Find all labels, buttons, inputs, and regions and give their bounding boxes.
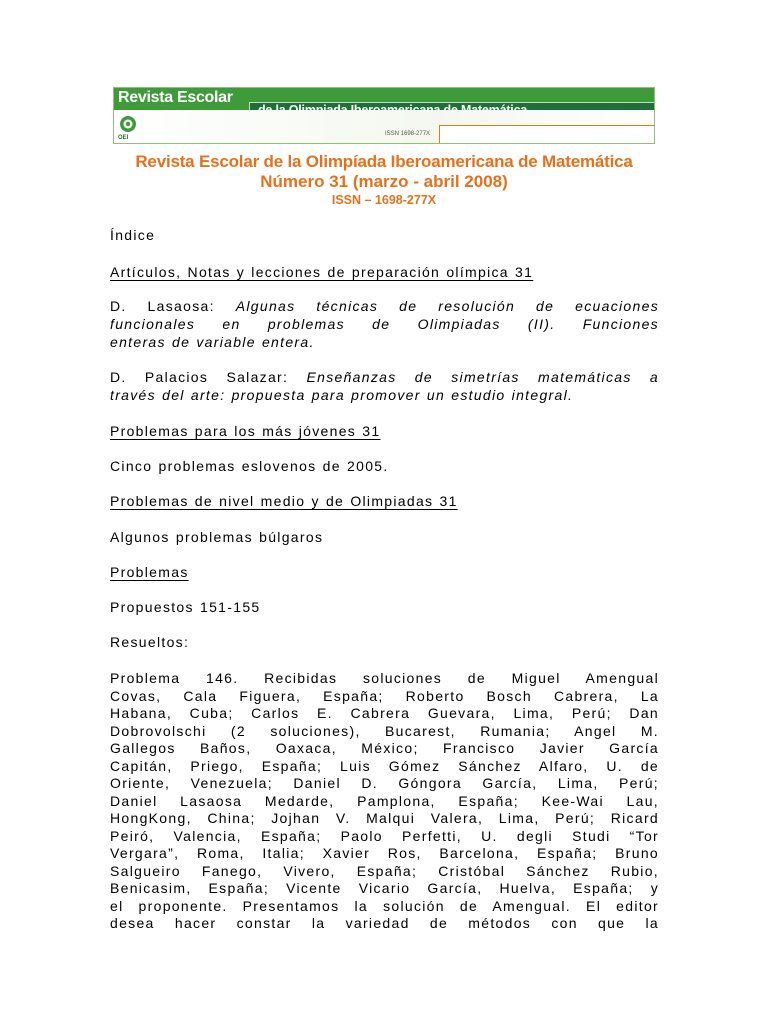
issue-number: Número 31 (marzo - abril 2008): [260, 172, 508, 191]
journal-banner: [113, 87, 655, 144]
section-medio[interactable]: [110, 493, 659, 510]
problema146-line-3: Habana, Cuba; Carlos E. Cabrera Guevara, Lima, Perú; Dan: [110, 705, 659, 721]
article-lasaosa-title-b: funcionales en problemas de Olimpiadas (II). Funciones: [110, 316, 659, 332]
section-problemas-link[interactable]: Problemas: [110, 564, 189, 580]
banner-orange-box: [439, 125, 655, 144]
problema146-line-5: Gallegos Baños, Oaxaca, México; Francisco Javier García: [110, 740, 659, 756]
section-medio-link[interactable]: Problemas de nivel medio y de Olimpiadas 31: [110, 493, 458, 509]
problema146-line-11: Vergara”, Roma, Italia; Xavier Ros, Barcelona, España; Bruno: [110, 845, 659, 861]
article-lasaosa-title-a: Algunas técnicas de resolución de ecuaciones: [235, 298, 659, 314]
article-lasaosa-line1: [110, 298, 659, 315]
problema146-line-4: Dobrovolschi (2 soluciones), Bucarest, Rumania; Angel M.: [110, 722, 659, 739]
medio-item: Algunos problemas búlgaros: [110, 529, 324, 545]
article-palacios-title-b: través del arte: propuesta para promover un estudio integral.: [110, 387, 574, 403]
problema146-line-14: el proponente. Presentamos la solución de Amengual. El editor: [110, 897, 659, 914]
problema146-line-1: Problema 146. Recibidas soluciones de Miguel Amengual: [110, 670, 659, 686]
section-articulos[interactable]: [110, 264, 659, 281]
oei-logo-text: OEI: [118, 135, 129, 141]
issn-line: ISSN – 1698-277X: [331, 193, 437, 207]
problema146-line-2: Covas, Cala Figuera, España; Roberto Bosch Cabrera, La: [110, 687, 659, 704]
resueltos-label: Resueltos:: [110, 634, 190, 650]
propuestos-item: Propuestos 151-155: [110, 599, 261, 615]
problema146-line-13: Benicasim, España; Vicente Vicario García, Huelva, España; y: [110, 880, 659, 896]
section-problemas[interactable]: [110, 564, 659, 581]
problema146-line-15: desea hacer constar la variedad de métodos con que la: [110, 915, 659, 931]
page-title: Revista Escolar de la Olimpíada Iberoamericana de Matemática: [135, 152, 633, 171]
article-lasaosa-title-c: enteras de variable entera.: [110, 334, 315, 350]
section-jovenes[interactable]: [110, 423, 659, 440]
jovenes-item: Cinco problemas eslovenos de 2005.: [110, 458, 389, 474]
problema146-line-10: Peiró, Valencia, España; Paolo Perfetti, U. degli Studi “Tor: [110, 827, 659, 844]
banner-title-line1: Revista Escolar: [118, 89, 233, 106]
article-palacios-author: D. Palacios Salazar:: [110, 369, 307, 385]
problema146-line-9: HongKong, China; Jojhan V. Malqui Valera, Lima, Perú; Ricard: [110, 810, 659, 826]
section-jovenes-link[interactable]: Problemas para los más jóvenes 31: [110, 423, 381, 439]
problema146-line-8: Daniel Lasaosa Medarde, Pamplona, España; Kee-Wai Lau,: [110, 792, 659, 809]
section-articulos-link[interactable]: Artículos, Notas y lecciones de preparación olímpica 31: [110, 264, 534, 280]
banner-issn: ISSN 1698-277X: [385, 131, 431, 137]
problema146-line-6: Capitán, Priego, España; Luis Gómez Sánchez Alfaro, U. de: [110, 757, 659, 774]
indice-heading: Índice: [110, 227, 156, 243]
article-palacios-line1: [110, 369, 659, 386]
article-palacios-title-a: Enseñanzas de simetrías matemáticas a: [306, 369, 660, 385]
article-lasaosa-author: D. Lasaosa:: [110, 298, 236, 314]
problema146-line-12: Salgueiro Fanego, Vivero, España; Cristóbal Sánchez Rubio,: [110, 862, 659, 879]
problema146-line-7: Oriente, Venezuela; Daniel D. Góngora García, Lima, Perú;: [110, 775, 659, 791]
